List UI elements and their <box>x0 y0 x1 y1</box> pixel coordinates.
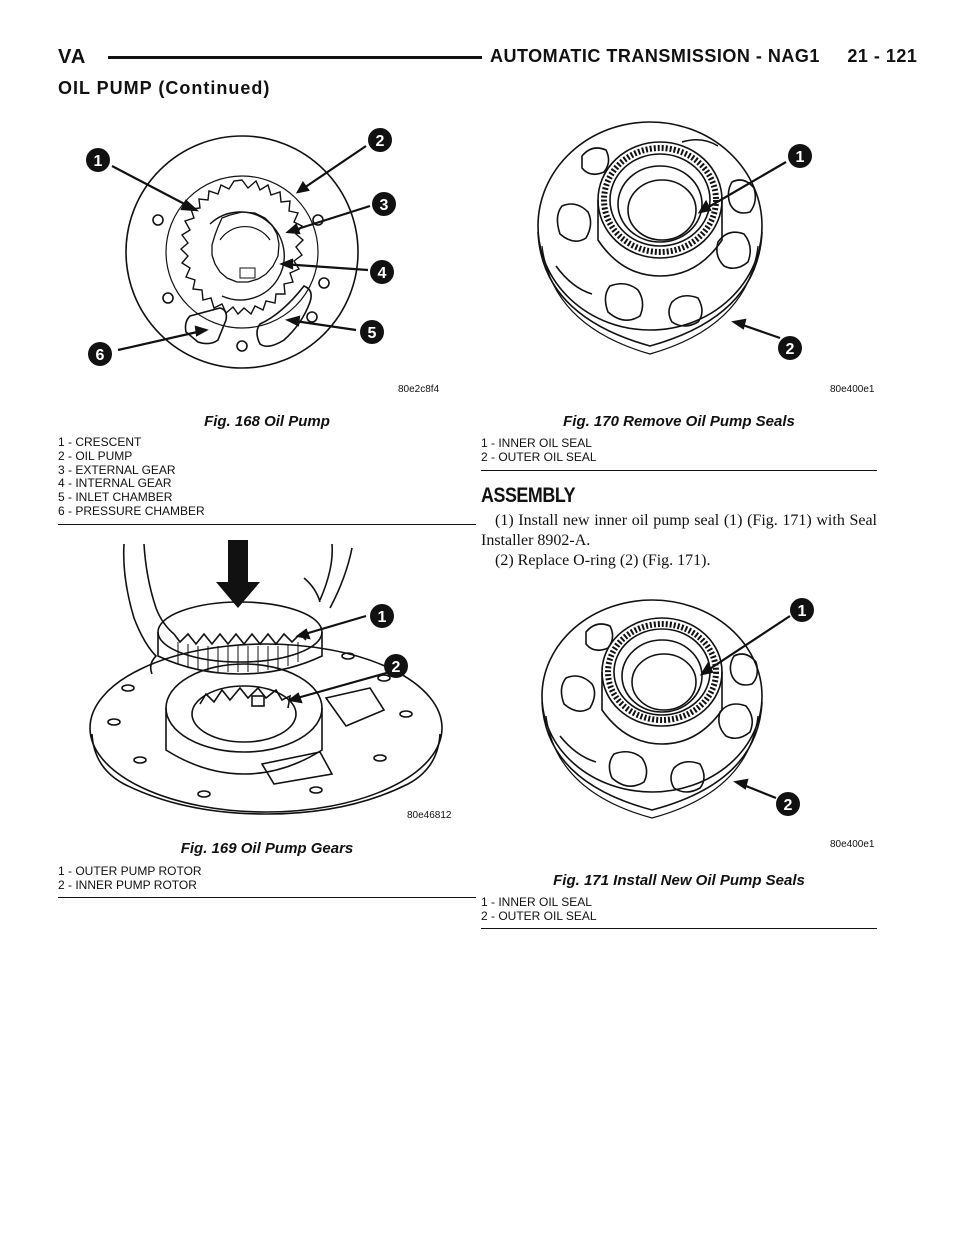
fig169-caption: Fig. 169 Oil Pump Gears <box>180 840 354 857</box>
fig171-illustration <box>536 596 832 846</box>
header-right: AUTOMATIC TRANSMISSION - NAG1 21 - 121 <box>490 46 918 66</box>
header-left: VA <box>58 46 87 68</box>
fig170-legend <box>481 437 597 465</box>
fig169-callout-2: 2 <box>391 659 401 676</box>
fig169-legend-item: 1 - OUTER PUMP ROTOR <box>58 864 202 878</box>
continued-title: OIL PUMP (Continued) <box>58 78 271 98</box>
fig169-code: 80e46812 <box>407 810 452 821</box>
fig168-callout-1: 1 <box>93 153 103 170</box>
fig168-legend-item: 1 - CRESCENT <box>58 435 142 449</box>
fig168-legend-item: 2 - OIL PUMP <box>58 448 133 463</box>
fig170-caption: Fig. 170 Remove Oil Pump Seals <box>563 413 795 430</box>
fig170-code: 80e400e1 <box>830 384 875 395</box>
fig171-rule <box>481 928 877 929</box>
fig170-callout-1: 1 <box>795 149 805 166</box>
fig168-callout-3: 3 <box>379 197 389 214</box>
fig170-legend-item: 1 - INNER OIL SEAL <box>481 436 592 450</box>
fig168-caption: Fig. 168 Oil Pump <box>204 413 330 430</box>
fig169-legend-item: 2 - INNER PUMP ROTOR <box>58 877 197 892</box>
fig170-illustration <box>532 116 832 376</box>
fig168-legend-item: 4 - INTERNAL GEAR <box>58 476 172 491</box>
assembly-step: (1) Install new inner oil pump seal (1) (Fig. 171) with Seal Installer 8902-A. <box>481 512 877 549</box>
fig171-callout-1: 1 <box>797 603 807 620</box>
fig168-illustration <box>70 118 460 390</box>
fig171-callout-2: 2 <box>783 797 793 814</box>
fig168-callout-6: 6 <box>95 347 105 364</box>
fig168-legend-item: 6 - PRESSURE CHAMBER <box>58 503 205 518</box>
fig168-legend-item: 3 - EXTERNAL GEAR <box>58 462 176 477</box>
fig171-legend-item: 2 - OUTER OIL SEAL <box>481 908 597 923</box>
fig168-callout-5: 5 <box>367 325 377 342</box>
fig170-rule <box>481 470 877 471</box>
fig168-legend-item: 5 - INLET CHAMBER <box>58 490 173 505</box>
assembly-body <box>481 511 877 571</box>
fig169-callout-1: 1 <box>377 609 387 626</box>
fig169-illustration <box>84 538 454 816</box>
assembly-step: (2) Replace O-ring (2) (Fig. 171). <box>495 552 711 569</box>
fig171-caption: Fig. 171 Install New Oil Pump Seals <box>553 872 805 889</box>
fig171-legend-item: 1 - INNER OIL SEAL <box>481 895 592 909</box>
fig169-legend <box>58 865 202 893</box>
fig168-callout-4: 4 <box>377 265 387 282</box>
fig170-legend-item: 2 - OUTER OIL SEAL <box>481 449 597 464</box>
fig168-legend <box>58 436 205 519</box>
assembly-title: ASSEMBLY <box>481 484 576 507</box>
fig168-code: 80e2c8f4 <box>398 384 440 395</box>
fig168-rule <box>58 524 476 525</box>
fig169-rule <box>58 897 476 898</box>
header-rule <box>108 56 482 59</box>
fig171-legend <box>481 896 597 924</box>
fig168-callout-2: 2 <box>375 133 385 150</box>
fig171-code: 80e400e1 <box>830 839 875 850</box>
fig170-callout-2: 2 <box>785 341 795 358</box>
